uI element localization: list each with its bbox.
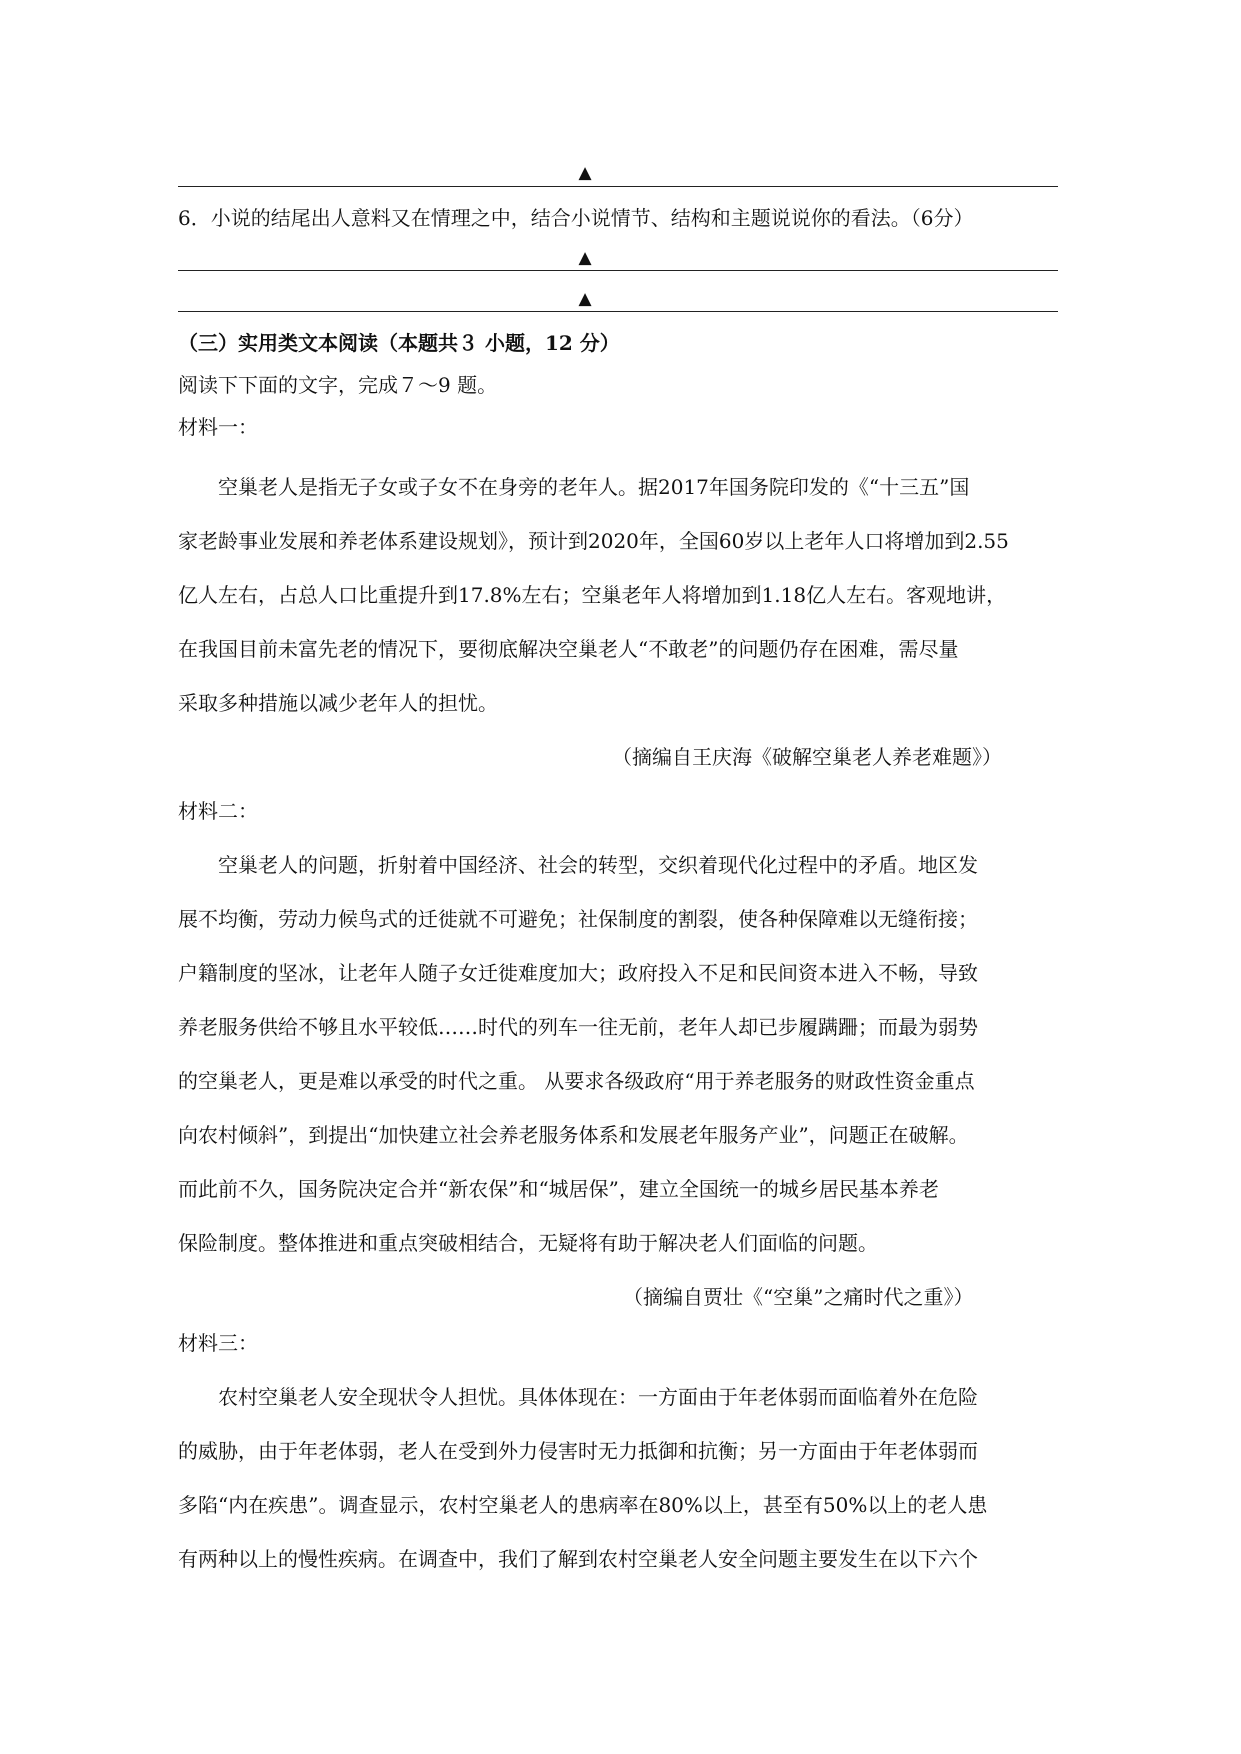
paragraph-line: 的威胁，由于年老体弱，老人在受到外力侵害时无力抵御和抗衡；另一方面由于年老体弱而 [178, 1439, 978, 1463]
paragraph-line: 在我国目前未富先老的情况下，要彻底解决空巢老人“不敢老”的问题仍存在困难，需尽量 [178, 637, 959, 661]
instruction: 阅读下下面的文字，完成７～9 题。 [178, 373, 498, 397]
paragraph-line: 向农村倾斜”，到提出“加快建立社会养老服务体系和发展老年服务产业”，问题正在破解。 [178, 1123, 969, 1147]
paragraph-line: 空巢老人的问题，折射着中国经济、社会的转型，交织着现代化过程中的矛盾。地区发 [178, 853, 978, 877]
paragraph-line: 家老龄事业发展和养老体系建设规划》，预计到2020年，全国60岁以上老年人口将增加到2.55 [178, 529, 1009, 553]
paragraph-line: 展不均衡，劳动力候鸟式的迁徙就不可避免；社保制度的割裂，使各种保障难以无缝衔接； [178, 907, 978, 931]
paragraph-line: 而此前不久，国务院决定合并“新农保”和“城居保”，建立全国统一的城乡居民基本养老 [178, 1177, 939, 1201]
answer-marker: ▲ [578, 248, 592, 268]
material-label: 材料二： [178, 799, 258, 823]
paragraph-line: 采取多种措施以减少老年人的担忧。 [178, 691, 498, 715]
paragraph-line: 的空巢老人，更是难以承受的时代之重。 从要求各级政府“用于养老服务的财政性资金重点 [178, 1069, 975, 1093]
section-title: （三）实用类文本阅读（本题共３ 小题，12 分） [178, 331, 620, 355]
paragraph-line: 户籍制度的坚冰，让老年人随子女迁徙难度加大；政府投入不足和民间资本进入不畅，导致 [178, 961, 978, 985]
paragraph-line: 保险制度。整体推进和重点突破相结合，无疑将有助于解决老人们面临的问题。 [178, 1231, 878, 1255]
paragraph-line: 农村空巢老人安全现状令人担忧。具体体现在：一方面由于年老体弱而面临着外在危险 [178, 1385, 978, 1409]
paragraph-line: 多陷“内在疾患”。调查显示，农村空巢老人的患病率在80%以上，甚至有50%以上的老人患 [178, 1493, 988, 1517]
answer-marker: ▲ [578, 163, 592, 183]
answer-marker: ▲ [578, 289, 592, 309]
question-6: 6．小说的结尾出人意料又在情理之中，结合小说情节、结构和主题说说你的看法。（6分） [178, 206, 974, 230]
source-citation: （摘编自王庆海《破解空巢老人养老难题》） [612, 745, 1002, 769]
answer-line [178, 311, 1058, 312]
answer-line [178, 186, 1058, 187]
answer-line [178, 270, 1058, 271]
paragraph-line: 有两种以上的慢性疾病。在调查中，我们了解到农村空巢老人安全问题主要发生在以下六个 [178, 1547, 978, 1571]
paragraph-line: 亿人左右，占总人口比重提升到17.8%左右；空巢老年人将增加到1.18亿人左右。客观地讲， [178, 583, 1007, 607]
source-citation: （摘编自贾壮《“空巢”之痛时代之重》） [623, 1285, 974, 1309]
material-label: 材料三： [178, 1331, 258, 1355]
material-label: 材料一： [178, 415, 258, 439]
paragraph-line: 空巢老人是指无子女或子女不在身旁的老年人。据2017年国务院印发的《“十三五”国 [178, 475, 970, 499]
paragraph-line: 养老服务供给不够且水平较低……时代的列车一往无前，老年人却已步履蹒跚；而最为弱势 [178, 1015, 978, 1039]
